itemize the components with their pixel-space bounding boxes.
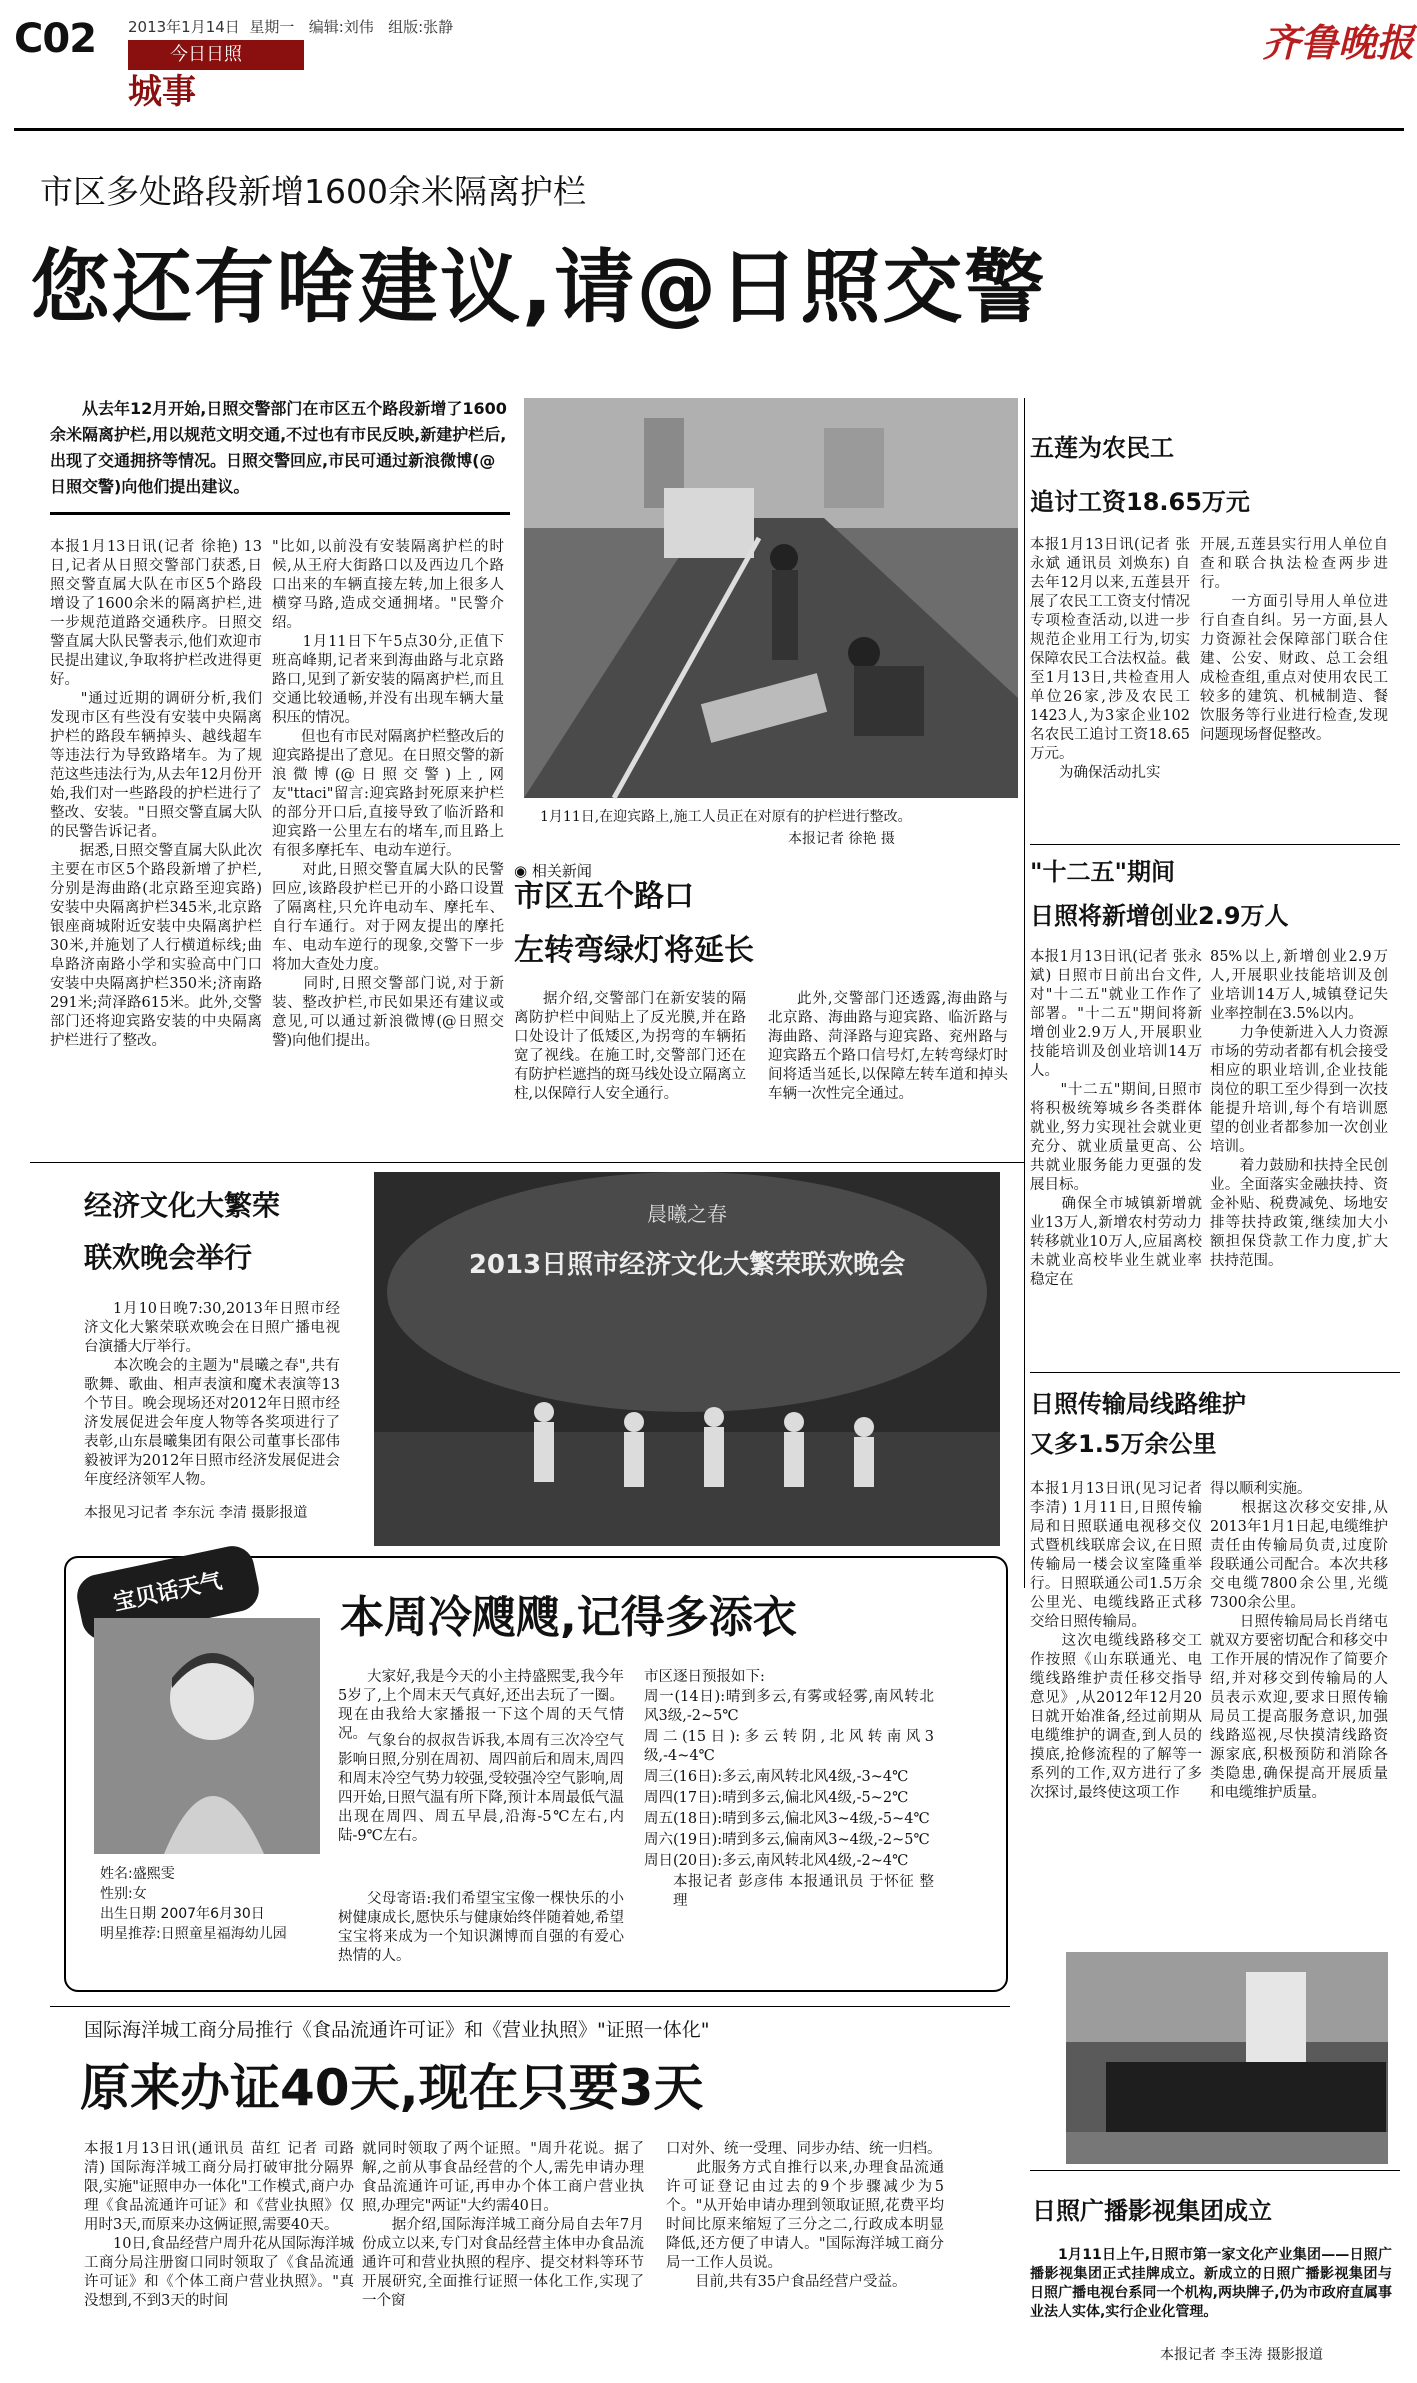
media-credit: 本报记者 李玉涛 摄影报道 — [1160, 2347, 1323, 2363]
weather-credit: 本报记者 彭彦伟 本报通讯员 于怀征 整理 — [673, 1874, 934, 1909]
related-tag: ◉ 相关新闻 — [514, 862, 592, 880]
license-column-2: 就同时领取了两个证照。"周升花说。据了解,之前从事食品经营的个人,需先申请办理食品流通许可证,再申办个体工商户营业执照,办理完"两证"大约需40日。 据介绍,国际海洋城工商分局自去年7月份成立以来,专门对食品经营主体申办食品流通许可和营业执照的程序、提交材料等环节开展研究,全面推行证照一体化工作,实现了一个窗 — [362, 2141, 644, 2309]
right-rule-3 — [1030, 2170, 1400, 2171]
related-column-1: 据介绍,交警部门在新安装的隔离防护栏中间贴上了反光膜,并在路口处设计了低矮区,为拐弯的车辆拓宽了视线。在施工时,交警部门还在有防护栏遮挡的斑马线处设立隔离立柱,以保障行人安全通行。 — [514, 991, 746, 1102]
lines-headline-2: 又多1.5万余公里 — [1030, 1430, 1217, 1458]
lines-column-2: 得以顺利实施。 根据这次移交安排,从2013年1月1日起,电缆维护责任由传输局负责,过度阶段联通公司配合。本次共移交电缆7800余公里,光缆7300余公里。 日照传输局局长肖绪屯就双方要密切配合和移交中工作开展的情况作了简要介绍,并对移交到传输局的人员表示欢迎,要求日照传输局员工提高服务意识,加强线路巡视,尽快摸清线路资源家底,积极预防和消除各类隐患,确保提高开展质量和电缆维护质量。 — [1210, 1481, 1388, 1801]
newspaper-logo: 齐鲁晚报 — [1262, 20, 1415, 65]
related-tag-text: 相关新闻 — [531, 862, 592, 880]
column-tab: 今日日照 — [128, 40, 304, 70]
weather-para-1: 大家好,我是今天的小主持盛熙雯,我今年5岁了,上个周末天气真好,还出去玩了一圈。现在由我给大家播报一下这个周的天气情况。 — [338, 1669, 624, 1742]
lead-photo-credit: 本报记者 徐艳 摄 — [788, 831, 895, 847]
gala-photo — [374, 1172, 1000, 1546]
issue-info — [128, 16, 453, 37]
jobs-column-1: 本报1月13日讯(记者 张永斌) 日照市日前出台文件,对"十二五"就业工作作了部署。"十二五"期间将新增创业2.9万人,开展职业技能培训及创业培训14万人。 "十二五"期间,日照市将积极统筹城乡各类群体就业,努力实现社会就业更充分、就业质量更高、公共就业服务能力更强的发展目标。 确保全市城镇新增就业13万人,新增农村劳动力转移就业10万人,应届离校未就业高校毕业生就业率稳定在 — [1030, 949, 1202, 1288]
license-column-1: 本报1月13日讯(通讯员 苗红 记者 司路清) 国际海洋城工商分局打破审批分隔界限,实施"证照申办一体化"工作模式,商户办理《食品流通许可证》和《营业执照》仅用时3天,而原来办这俩证照,需要40天。 10日,食品经营户周升花从国际海洋城工商分局注册窗口同时领取了《食品流通许可证》和《个体工商户营业执照》。"真没想到,不到3天的时间 — [84, 2141, 354, 2309]
weather-badge: 宝贝话天气 — [73, 1542, 263, 1644]
lead-column-2: "比如,以前没有安装隔离护栏的时候,从王府大街路口以及西边几个路口出来的车辆直接左转,加上很多人横穿马路,造成交通拥堵。"民警介绍。 1月11日下午5点30分,正值下班高峰期,记者来到海曲路与北京路路口,见到了新安装的隔离护栏,而且交通比较通畅,并没有出现车辆大量积压的情况。 但也有市民对隔离护栏整改后的迎宾路提出了意见。在日照交警的新浪微博(@日照交警)上,网友"ttaci"留言:迎宾路封死原来护栏的部分开口后,直接导致了临沂路和迎宾路一公里左右的堵车,而且路上有很多摩托车、电动车逆行。 对此,日照交警直属大队的民警回应,该路段护栏已开的小路口设置了隔离柱,只允许电动车、摩托车、自行车通行。对于网友提出的摩托车、电动车逆行的现象,交警下一步将加大查处力度。 同时,日照交警部门说,对于新装、整改护栏,市民如果还有建议或意见,可以通过新浪微博(@日照交警)向他们提出。 — [272, 539, 504, 1049]
wages-headline-2: 追讨工资18.65万元 — [1030, 488, 1250, 516]
media-photo — [1066, 1952, 1388, 2164]
forecast-day: 周五(18日):晴到多云,偏北风3~4级,-5~4℃ — [644, 1811, 930, 1827]
masthead-rule — [14, 128, 1404, 131]
child-portrait — [94, 1618, 320, 1854]
license-top-rule — [50, 2006, 1010, 2007]
lead-column-1: 本报1月13日讯(记者 徐艳) 13日,记者从日照交警部门获悉,日照交警直属大队在市区5个路段增设了1600余米的隔离护栏,进一步规范道路交通秩序。日照交警直属大队民警表示,他们欢迎市民提出建议,争取将护栏改进得更好。 "通过近期的调研分析,我们发现市区有些没有安装中央隔离护栏的路段车辆掉头、越线超车等违法行为导致路堵车。为了规范这些违法行为,从去年12月份开始,我们对一些路段的护栏进行了整改、安装。"日照交警直属大队的民警告诉记者。 据悉,日照交警直属大队此次主要在市区5个路段新增了护栏,分别是海曲路(北京路至迎宾路)安装中央隔离护栏345米,北京路银座商城附近安装中央隔离护栏30米,并施划了人行横道标线;曲阜路济南路小学和实验高中门口安装中央隔离护栏350米;济南路291米;菏泽路615米。此外,交警部门还将迎宾路安装的中央隔离护栏进行了整改。 — [50, 539, 262, 1049]
forecast-list — [644, 1688, 934, 1911]
lead-bottom-rule — [30, 1162, 1024, 1163]
gala-credit: 本报见习记者 李东沅 李清 摄影报道 — [84, 1505, 308, 1521]
forecast-day: 周一(14日):晴到多云,有雾或轻雾,南风转北风3级,-2~5℃ — [644, 1689, 934, 1724]
lines-headline-1: 日照传输局线路维护 — [1030, 1390, 1246, 1418]
issue-date: 2013年1月14日 — [128, 18, 240, 36]
lead-headline: 您还有啥建议,请@日照交警 — [30, 241, 1047, 334]
child-gender: 性别:女 — [100, 1886, 147, 1902]
unveiling-ceremony-photo — [1066, 1952, 1388, 2164]
issue-weekday: 星期一 — [249, 18, 295, 36]
media-body: 1月11日上午,日照市第一家文化产业集团——日照广播影视集团正式挂牌成立。新成立的日照广播影视集团与日照广播电视台系同一个机构,两块牌子,仍为市政府直属事业法人实体,实行企业化管理。 — [1030, 2247, 1392, 2320]
child-school: 明星推荐:日照童星福海幼儿园 — [100, 1926, 287, 1942]
forecast-day: 周二(15日):多云转阴,北风转南风3级,-4~4℃ — [644, 1729, 934, 1764]
guardrail-work-photo — [524, 398, 1018, 798]
related-column-2: 此外,交警部门还透露,海曲路与北京路、海曲路与迎宾路、临沂路与海曲路、菏泽路与迎宾路、兖州路与迎宾路五个路口信号灯,左转弯绿灯时间将适当延长,以保障左转车道和掉头车辆一次性完全通过。 — [768, 991, 1008, 1102]
related-headline-2: 左转弯绿灯将延长 — [514, 933, 754, 968]
gala-stage-photo — [374, 1172, 1000, 1546]
gala-banner-1: 晨曦之春 — [647, 1202, 727, 1226]
wages-column-2: 开展,五莲县实行用人单位自查和联合执法检查两步进行。 一方面引导用人单位进行自查自纠。另一方面,县人力资源社会保障部门联合住建、公安、财政、总工会组成检查组,重点对使用农民工较多的建筑、机械制造、餐饮服务等行业进行检查,发现问题现场督促整改。 — [1200, 537, 1388, 743]
gala-body: 1月10日晚7:30,2013年日照市经济文化大繁荣联欢晚会在日照广播电视台演播大厅举行。 本次晚会的主题为"晨曦之春",共有歌舞、歌曲、相声表演和魔术表演等13个节目。晚会现场还对2012年日照市经济发展促进会年度人物等各奖项进行了表彰,山东晨曦集团有限公司董事长邵伟毅被评为2012年日照市经济发展促进会年度经济领军人物。 — [84, 1301, 340, 1488]
forecast-day: 周日(20日):多云,南风转北风4级,-2~4℃ — [644, 1853, 909, 1869]
forecast-day: 周四(17日):晴到多云,偏北风4级,-5~2℃ — [644, 1790, 909, 1806]
forecast-title: 市区逐日预报如下: — [644, 1669, 765, 1685]
child-birth: 出生日期 2007年6月30日 — [100, 1906, 265, 1922]
child-name: 姓名:盛熙雯 — [100, 1866, 175, 1882]
child-photo — [94, 1618, 320, 1854]
intro-rule — [50, 512, 510, 515]
right-rule-1 — [1030, 844, 1400, 845]
section-title: 城事 — [128, 72, 196, 112]
weather-para-3: 父母寄语:我们希望宝宝像一棵快乐的小树健康成长,愿快乐与健康始终伴随着她,希望宝宝将来成为一个知识渊博而自强的有爱心热情的人。 — [338, 1891, 624, 1964]
wages-headline-1: 五莲为农民工 — [1030, 434, 1174, 462]
license-column-3: 口对外、统一受理、同步办结、统一归档。 此服务方式自推行以来,办理食品流通许可证登记由过去的9个步骤减少为5个。"从开始申请办理到领取证照,花费平均时间比原来缩短了三分之二,行政成本明显降低,还方便了申请人。"国际海洋城工商分局一工作人员说。 目前,共有35户食品经营户受益。 — [666, 2141, 944, 2290]
wages-column-1: 本报1月13日讯(记者 张永斌 通讯员 刘焕东) 自去年12月以来,五莲县开展了农民工工资支付情况专项检查活动,以进一步规范企业用工行为,切实保障农民工合法权益。截至1月13日,共检查用人单位26家,涉及农民工1423人,为3家企业102名农民工追讨工资18.65万元。 为确保活动扎实 — [1030, 537, 1190, 781]
forecast-day: 周六(19日):晴到多云,偏南风3~4级,-2~5℃ — [644, 1832, 930, 1848]
jobs-column-2: 85%以上,新增创业2.9万人,开展职业技能培训及创业培训14万人,城镇登记失业率控制在3.5%以内。 力争使新进入人力资源市场的劳动者都有机会接受相应的职业培训,企业技能岗位的职工至少得到一次技能提升培训,每个有培训愿望的创业者都参加一次创业培训。 着力鼓励和扶持全民创业。全面落实金融扶持、资金补贴、税费减免、场地安排等扶持政策,继续加大小额担保贷款工作力度,扩大扶持范围。 — [1210, 949, 1388, 1269]
license-headline: 原来办证40天,现在只要3天 — [80, 2059, 704, 2117]
gala-headline-2: 联欢晚会举行 — [84, 1241, 253, 1274]
lead-intro: 从去年12月开始,日照交警部门在市区五个路段新增了1600余米隔离护栏,用以规范文明交通,不过也有市民反映,新建护栏后,出现了交通拥挤等情况。日照交警回应,市民可通过新浪微博(@日照交警)向他们提出建议。 — [50, 399, 507, 496]
child-info — [100, 1864, 330, 1944]
weather-headline: 本周冷飕飕,记得多添衣 — [340, 1592, 797, 1643]
forecast-day: 周三(16日):多云,南风转北风4级,-3~4℃ — [644, 1769, 909, 1785]
lead-kicker: 市区多处路段新增1600余米隔离护栏 — [40, 172, 586, 211]
weather-para-2: 气象台的叔叔告诉我,本周有三次冷空气影响日照,分别在周初、周四前后和周末,周四和周末冷空气势力较强,受较强冷空气影响,周四开始,日照气温有所下降,预计本周最低气温出现在周四、周五早晨,沿海-5℃左右,内陆-9℃左右。 — [338, 1733, 624, 1844]
lead-photo-caption: 1月11日,在迎宾路上,施工人员正在对原有的护栏进行整改。 — [540, 809, 912, 825]
issue-editor: 编辑:刘伟 — [308, 18, 374, 36]
page-number: C02 — [14, 16, 97, 62]
gala-headline-1: 经济文化大繁荣 — [84, 1189, 281, 1222]
media-headline: 日照广播影视集团成立 — [1032, 2197, 1272, 2225]
right-rule-2 — [1030, 1372, 1400, 1373]
gala-banner-2: 2013日照市经济文化大繁荣联欢晚会 — [468, 1250, 906, 1280]
jobs-headline-1: "十二五"期间 — [1030, 858, 1176, 886]
related-headline-1: 市区五个路口 — [514, 879, 694, 914]
license-kicker: 国际海洋城工商分局推行《食品流通许可证》和《营业执照》"证照一体化" — [84, 2019, 710, 2041]
jobs-headline-2: 日照将新增创业2.9万人 — [1030, 902, 1289, 930]
lead-photo — [524, 398, 1018, 798]
lines-column-1: 本报1月13日讯(见习记者 李清) 1月11日,日照传输局和日照联通电视移交仪式暨机线联席会议,在日照传输局一楼会议室隆重举行。日照联通公司1.5万余公里光、电缆线路正式移交给日照传输局。 这次电缆线路移交工作按照《山东联通光、电缆线路维护责任移交指导意见》,从2012年12月20日就开始准备,经过前期从电缆维护的调查,到人员的摸底,抢修流程的了解等一系列的工作,双方进行了多次探讨,最终使这项工作 — [1030, 1481, 1202, 1801]
issue-layout: 组版:张静 — [388, 18, 454, 36]
column-separator — [1024, 398, 1025, 1588]
